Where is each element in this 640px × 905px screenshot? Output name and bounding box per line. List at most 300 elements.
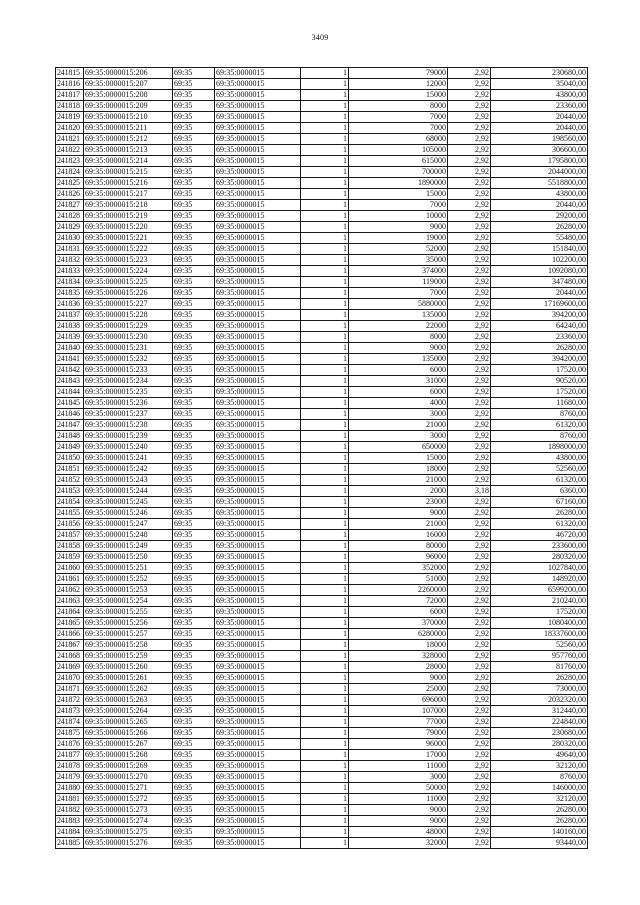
total-value-cell: 102200,00	[491, 255, 588, 266]
table-row	[56, 123, 588, 134]
cadastral-quarter-cell: 69:35:0000015	[215, 827, 301, 838]
total-value-cell: 230680,00	[491, 728, 588, 739]
record-number-cell: 241820	[56, 123, 84, 134]
count-cell: 1	[301, 596, 349, 607]
count-cell: 1	[301, 794, 349, 805]
count-cell: 1	[301, 420, 349, 431]
cadastral-number-cell: 69:35:0000015:209	[84, 101, 173, 112]
count-cell: 1	[301, 574, 349, 585]
cadastral-quarter-cell: 69:35:0000015	[215, 497, 301, 508]
total-value-cell: 32120,00	[491, 794, 588, 805]
rate-cell: 2,92	[448, 310, 491, 321]
cadastral-number-cell: 69:35:0000015:242	[84, 464, 173, 475]
table-row	[56, 673, 588, 684]
area-cell: 50000	[349, 783, 448, 794]
cadastral-quarter-cell: 69:35:0000015	[215, 607, 301, 618]
record-number-cell: 241818	[56, 101, 84, 112]
district-code-cell: 69:35	[173, 145, 215, 156]
district-code-cell: 69:35	[173, 640, 215, 651]
district-code-cell: 69:35	[173, 420, 215, 431]
area-cell: 21000	[349, 475, 448, 486]
area-cell: 52000	[349, 244, 448, 255]
cadastral-quarter-cell: 69:35:0000015	[215, 838, 301, 849]
record-number-cell: 241850	[56, 453, 84, 464]
cadastral-number-cell: 69:35:0000015:214	[84, 156, 173, 167]
cadastral-number-cell: 69:35:0000015:230	[84, 332, 173, 343]
cadastral-quarter-cell: 69:35:0000015	[215, 486, 301, 497]
cadastral-quarter-cell: 69:35:0000015	[215, 211, 301, 222]
count-cell: 1	[301, 134, 349, 145]
count-cell: 1	[301, 827, 349, 838]
total-value-cell: 280320,00	[491, 739, 588, 750]
cadastral-quarter-cell: 69:35:0000015	[215, 739, 301, 750]
rate-cell: 2,92	[448, 585, 491, 596]
count-cell: 1	[301, 431, 349, 442]
count-cell: 1	[301, 112, 349, 123]
table-row	[56, 101, 588, 112]
cadastral-quarter-cell: 69:35:0000015	[215, 266, 301, 277]
rate-cell: 2,92	[448, 651, 491, 662]
count-cell: 1	[301, 233, 349, 244]
total-value-cell: 957760,00	[491, 651, 588, 662]
area-cell: 8000	[349, 332, 448, 343]
rate-cell: 2,92	[448, 508, 491, 519]
total-value-cell: 20440,00	[491, 200, 588, 211]
total-value-cell: 312440,00	[491, 706, 588, 717]
rate-cell: 2,92	[448, 376, 491, 387]
rate-cell: 2,92	[448, 112, 491, 123]
rate-cell: 2,92	[448, 156, 491, 167]
cadastral-quarter-cell: 69:35:0000015	[215, 145, 301, 156]
count-cell: 1	[301, 299, 349, 310]
table-row	[56, 222, 588, 233]
record-number-cell: 241837	[56, 310, 84, 321]
table-row	[56, 277, 588, 288]
cadastral-quarter-cell: 69:35:0000015	[215, 783, 301, 794]
rate-cell: 2,92	[448, 563, 491, 574]
cadastral-quarter-cell: 69:35:0000015	[215, 453, 301, 464]
total-value-cell: 18337600,00	[491, 629, 588, 640]
rate-cell: 2,92	[448, 68, 491, 79]
cadastral-number-cell: 69:35:0000015:245	[84, 497, 173, 508]
area-cell: 8000	[349, 101, 448, 112]
record-number-cell: 241880	[56, 783, 84, 794]
rate-cell: 2,92	[448, 464, 491, 475]
total-value-cell: 43800,00	[491, 90, 588, 101]
cadastral-number-cell: 69:35:0000015:247	[84, 519, 173, 530]
table-row	[56, 486, 588, 497]
cadastral-quarter-cell: 69:35:0000015	[215, 288, 301, 299]
table-row	[56, 112, 588, 123]
total-value-cell: 46720,00	[491, 530, 588, 541]
record-number-cell: 241852	[56, 475, 84, 486]
total-value-cell: 1898000,00	[491, 442, 588, 453]
cadastral-quarter-cell: 69:35:0000015	[215, 244, 301, 255]
district-code-cell: 69:35	[173, 805, 215, 816]
rate-cell: 2,92	[448, 244, 491, 255]
cadastral-quarter-cell: 69:35:0000015	[215, 596, 301, 607]
rate-cell: 2,92	[448, 167, 491, 178]
count-cell: 1	[301, 618, 349, 629]
count-cell: 1	[301, 662, 349, 673]
area-cell: 11000	[349, 761, 448, 772]
rate-cell: 2,92	[448, 739, 491, 750]
cadastral-quarter-cell: 69:35:0000015	[215, 750, 301, 761]
cadastral-quarter-cell: 69:35:0000015	[215, 167, 301, 178]
rate-cell: 2,92	[448, 90, 491, 101]
cadastral-number-cell: 69:35:0000015:232	[84, 354, 173, 365]
table-row	[56, 772, 588, 783]
area-cell: 28000	[349, 662, 448, 673]
cadastral-quarter-cell: 69:35:0000015	[215, 398, 301, 409]
record-number-cell: 241830	[56, 233, 84, 244]
district-code-cell: 69:35	[173, 486, 215, 497]
count-cell: 1	[301, 728, 349, 739]
count-cell: 1	[301, 90, 349, 101]
record-number-cell: 241870	[56, 673, 84, 684]
count-cell: 1	[301, 750, 349, 761]
area-cell: 352000	[349, 563, 448, 574]
count-cell: 1	[301, 409, 349, 420]
rate-cell: 2,92	[448, 761, 491, 772]
district-code-cell: 69:35	[173, 728, 215, 739]
district-code-cell: 69:35	[173, 838, 215, 849]
record-number-cell: 241849	[56, 442, 84, 453]
cadastral-quarter-cell: 69:35:0000015	[215, 68, 301, 79]
total-value-cell: 1795800,00	[491, 156, 588, 167]
area-cell: 700000	[349, 167, 448, 178]
total-value-cell: 210240,00	[491, 596, 588, 607]
cadastral-number-cell: 69:35:0000015:237	[84, 409, 173, 420]
table-row	[56, 750, 588, 761]
cadastral-quarter-cell: 69:35:0000015	[215, 706, 301, 717]
area-cell: 23000	[349, 497, 448, 508]
record-number-cell: 241827	[56, 200, 84, 211]
rate-cell: 2,92	[448, 717, 491, 728]
district-code-cell: 69:35	[173, 530, 215, 541]
total-value-cell: 90520,00	[491, 376, 588, 387]
table-row	[56, 695, 588, 706]
table-row	[56, 629, 588, 640]
total-value-cell: 67160,00	[491, 497, 588, 508]
record-number-cell: 241853	[56, 486, 84, 497]
rate-cell: 2,92	[448, 530, 491, 541]
count-cell: 1	[301, 497, 349, 508]
rate-cell: 2,92	[448, 805, 491, 816]
record-number-cell: 241838	[56, 321, 84, 332]
area-cell: 2000	[349, 486, 448, 497]
rate-cell: 2,92	[448, 827, 491, 838]
area-cell: 25000	[349, 684, 448, 695]
count-cell: 1	[301, 629, 349, 640]
rate-cell: 2,92	[448, 123, 491, 134]
record-number-cell: 241819	[56, 112, 84, 123]
area-cell: 6280000	[349, 629, 448, 640]
cadastral-number-cell: 69:35:0000015:239	[84, 431, 173, 442]
cadastral-quarter-cell: 69:35:0000015	[215, 255, 301, 266]
cadastral-number-cell: 69:35:0000015:221	[84, 233, 173, 244]
cadastral-quarter-cell: 69:35:0000015	[215, 519, 301, 530]
count-cell: 1	[301, 354, 349, 365]
count-cell: 1	[301, 706, 349, 717]
cadastral-quarter-cell: 69:35:0000015	[215, 365, 301, 376]
count-cell: 1	[301, 79, 349, 90]
cadastral-quarter-cell: 69:35:0000015	[215, 563, 301, 574]
count-cell: 1	[301, 519, 349, 530]
cadastral-number-cell: 69:35:0000015:274	[84, 816, 173, 827]
total-value-cell: 394200,00	[491, 310, 588, 321]
area-cell: 9000	[349, 816, 448, 827]
district-code-cell: 69:35	[173, 178, 215, 189]
count-cell: 1	[301, 332, 349, 343]
cadastral-number-cell: 69:35:0000015:275	[84, 827, 173, 838]
district-code-cell: 69:35	[173, 706, 215, 717]
record-number-cell: 241846	[56, 409, 84, 420]
district-code-cell: 69:35	[173, 288, 215, 299]
cadastral-number-cell: 69:35:0000015:243	[84, 475, 173, 486]
record-number-cell: 241857	[56, 530, 84, 541]
table-row	[56, 717, 588, 728]
area-cell: 68000	[349, 134, 448, 145]
cadastral-number-cell: 69:35:0000015:236	[84, 398, 173, 409]
record-number-cell: 241858	[56, 541, 84, 552]
area-cell: 6000	[349, 607, 448, 618]
total-value-cell: 198560,00	[491, 134, 588, 145]
count-cell: 1	[301, 508, 349, 519]
cadastral-number-cell: 69:35:0000015:249	[84, 541, 173, 552]
cadastral-quarter-cell: 69:35:0000015	[215, 79, 301, 90]
rate-cell: 2,92	[448, 673, 491, 684]
record-number-cell: 241835	[56, 288, 84, 299]
rate-cell: 2,92	[448, 838, 491, 849]
cadastral-quarter-cell: 69:35:0000015	[215, 420, 301, 431]
record-number-cell: 241871	[56, 684, 84, 695]
count-cell: 1	[301, 453, 349, 464]
cadastral-number-cell: 69:35:0000015:270	[84, 772, 173, 783]
total-value-cell: 347480,00	[491, 277, 588, 288]
cadastral-quarter-cell: 69:35:0000015	[215, 662, 301, 673]
area-cell: 96000	[349, 552, 448, 563]
count-cell: 1	[301, 288, 349, 299]
cadastral-quarter-cell: 69:35:0000015	[215, 200, 301, 211]
cadastral-number-cell: 69:35:0000015:235	[84, 387, 173, 398]
table-row	[56, 376, 588, 387]
rate-cell: 2,92	[448, 816, 491, 827]
table-row	[56, 200, 588, 211]
cadastral-number-cell: 69:35:0000015:258	[84, 640, 173, 651]
district-code-cell: 69:35	[173, 321, 215, 332]
total-value-cell: 5518800,00	[491, 178, 588, 189]
cadastral-number-cell: 69:35:0000015:254	[84, 596, 173, 607]
cadastral-number-cell: 69:35:0000015:248	[84, 530, 173, 541]
area-cell: 31000	[349, 376, 448, 387]
total-value-cell: 140160,00	[491, 827, 588, 838]
count-cell: 1	[301, 816, 349, 827]
district-code-cell: 69:35	[173, 189, 215, 200]
district-code-cell: 69:35	[173, 508, 215, 519]
district-code-cell: 69:35	[173, 233, 215, 244]
area-cell: 51000	[349, 574, 448, 585]
count-cell: 1	[301, 321, 349, 332]
cadastral-quarter-cell: 69:35:0000015	[215, 717, 301, 728]
record-number-cell: 241874	[56, 717, 84, 728]
table-row	[56, 783, 588, 794]
total-value-cell: 32120,00	[491, 761, 588, 772]
cadastral-quarter-cell: 69:35:0000015	[215, 508, 301, 519]
count-cell: 1	[301, 365, 349, 376]
record-number-cell: 241883	[56, 816, 84, 827]
record-number-cell: 241876	[56, 739, 84, 750]
record-number-cell: 241842	[56, 365, 84, 376]
record-number-cell: 241831	[56, 244, 84, 255]
record-number-cell: 241885	[56, 838, 84, 849]
area-cell: 696000	[349, 695, 448, 706]
record-number-cell: 241859	[56, 552, 84, 563]
cadastral-quarter-cell: 69:35:0000015	[215, 442, 301, 453]
table-row	[56, 68, 588, 79]
record-number-cell: 241872	[56, 695, 84, 706]
table-row	[56, 497, 588, 508]
record-number-cell: 241828	[56, 211, 84, 222]
cadastral-number-cell: 69:35:0000015:253	[84, 585, 173, 596]
district-code-cell: 69:35	[173, 772, 215, 783]
table-row	[56, 211, 588, 222]
district-code-cell: 69:35	[173, 112, 215, 123]
count-cell: 1	[301, 783, 349, 794]
district-code-cell: 69:35	[173, 585, 215, 596]
table-row	[56, 607, 588, 618]
rate-cell: 2,92	[448, 134, 491, 145]
record-number-cell: 241832	[56, 255, 84, 266]
record-number-cell: 241864	[56, 607, 84, 618]
count-cell: 1	[301, 211, 349, 222]
table-row	[56, 618, 588, 629]
total-value-cell: 8760,00	[491, 431, 588, 442]
area-cell: 18000	[349, 464, 448, 475]
rate-cell: 2,92	[448, 255, 491, 266]
cadastral-number-cell: 69:35:0000015:207	[84, 79, 173, 90]
rate-cell: 2,92	[448, 233, 491, 244]
cadastral-number-cell: 69:35:0000015:234	[84, 376, 173, 387]
cadastral-number-cell: 69:35:0000015:219	[84, 211, 173, 222]
table-row	[56, 90, 588, 101]
table-row	[56, 464, 588, 475]
district-code-cell: 69:35	[173, 607, 215, 618]
cadastral-number-cell: 69:35:0000015:233	[84, 365, 173, 376]
rate-cell: 2,92	[448, 178, 491, 189]
total-value-cell: 49640,00	[491, 750, 588, 761]
table-row	[56, 563, 588, 574]
total-value-cell: 8760,00	[491, 772, 588, 783]
table-row	[56, 420, 588, 431]
rate-cell: 2,92	[448, 519, 491, 530]
record-number-cell: 241823	[56, 156, 84, 167]
count-cell: 1	[301, 684, 349, 695]
rate-cell: 2,92	[448, 618, 491, 629]
rate-cell: 2,92	[448, 354, 491, 365]
table-row	[56, 354, 588, 365]
total-value-cell: 1080400,00	[491, 618, 588, 629]
record-number-cell: 241829	[56, 222, 84, 233]
total-value-cell: 394200,00	[491, 354, 588, 365]
table-row	[56, 365, 588, 376]
count-cell: 1	[301, 541, 349, 552]
cadastral-quarter-cell: 69:35:0000015	[215, 695, 301, 706]
total-value-cell: 148920,00	[491, 574, 588, 585]
table-row	[56, 398, 588, 409]
table-row	[56, 596, 588, 607]
district-code-cell: 69:35	[173, 695, 215, 706]
cadastral-quarter-cell: 69:35:0000015	[215, 222, 301, 233]
record-number-cell: 241884	[56, 827, 84, 838]
cadastral-number-cell: 69:35:0000015:267	[84, 739, 173, 750]
rate-cell: 2,92	[448, 497, 491, 508]
table-row	[56, 288, 588, 299]
record-number-cell: 241825	[56, 178, 84, 189]
record-number-cell: 241836	[56, 299, 84, 310]
count-cell: 1	[301, 442, 349, 453]
cadastral-quarter-cell: 69:35:0000015	[215, 464, 301, 475]
district-code-cell: 69:35	[173, 277, 215, 288]
district-code-cell: 69:35	[173, 68, 215, 79]
total-value-cell: 35040,00	[491, 79, 588, 90]
cadastral-number-cell: 69:35:0000015:251	[84, 563, 173, 574]
area-cell: 9000	[349, 508, 448, 519]
rate-cell: 2,92	[448, 420, 491, 431]
total-value-cell: 93440,00	[491, 838, 588, 849]
table-row	[56, 442, 588, 453]
rate-cell: 2,92	[448, 145, 491, 156]
cadastral-quarter-cell: 69:35:0000015	[215, 310, 301, 321]
district-code-cell: 69:35	[173, 90, 215, 101]
total-value-cell: 52560,00	[491, 464, 588, 475]
rate-cell: 3,18	[448, 486, 491, 497]
count-cell: 1	[301, 475, 349, 486]
rate-cell: 2,92	[448, 541, 491, 552]
total-value-cell: 2044000,00	[491, 167, 588, 178]
district-code-cell: 69:35	[173, 816, 215, 827]
cadastral-quarter-cell: 69:35:0000015	[215, 530, 301, 541]
district-code-cell: 69:35	[173, 783, 215, 794]
cadastral-quarter-cell: 69:35:0000015	[215, 101, 301, 112]
table-row	[56, 409, 588, 420]
table-row	[56, 816, 588, 827]
area-cell: 79000	[349, 728, 448, 739]
cadastral-number-cell: 69:35:0000015:208	[84, 90, 173, 101]
district-code-cell: 69:35	[173, 387, 215, 398]
cadastral-quarter-cell: 69:35:0000015	[215, 332, 301, 343]
cadastral-quarter-cell: 69:35:0000015	[215, 728, 301, 739]
cadastral-number-cell: 69:35:0000015:272	[84, 794, 173, 805]
record-number-cell: 241817	[56, 90, 84, 101]
record-number-cell: 241847	[56, 420, 84, 431]
rate-cell: 2,92	[448, 706, 491, 717]
total-value-cell: 61320,00	[491, 519, 588, 530]
area-cell: 107000	[349, 706, 448, 717]
district-code-cell: 69:35	[173, 827, 215, 838]
cadastral-number-cell: 69:35:0000015:217	[84, 189, 173, 200]
district-code-cell: 69:35	[173, 266, 215, 277]
rate-cell: 2,92	[448, 398, 491, 409]
record-number-cell: 241868	[56, 651, 84, 662]
total-value-cell: 8760,00	[491, 409, 588, 420]
cadastral-number-cell: 69:35:0000015:240	[84, 442, 173, 453]
cadastral-quarter-cell: 69:35:0000015	[215, 90, 301, 101]
district-code-cell: 69:35	[173, 761, 215, 772]
count-cell: 1	[301, 387, 349, 398]
district-code-cell: 69:35	[173, 475, 215, 486]
district-code-cell: 69:35	[173, 596, 215, 607]
